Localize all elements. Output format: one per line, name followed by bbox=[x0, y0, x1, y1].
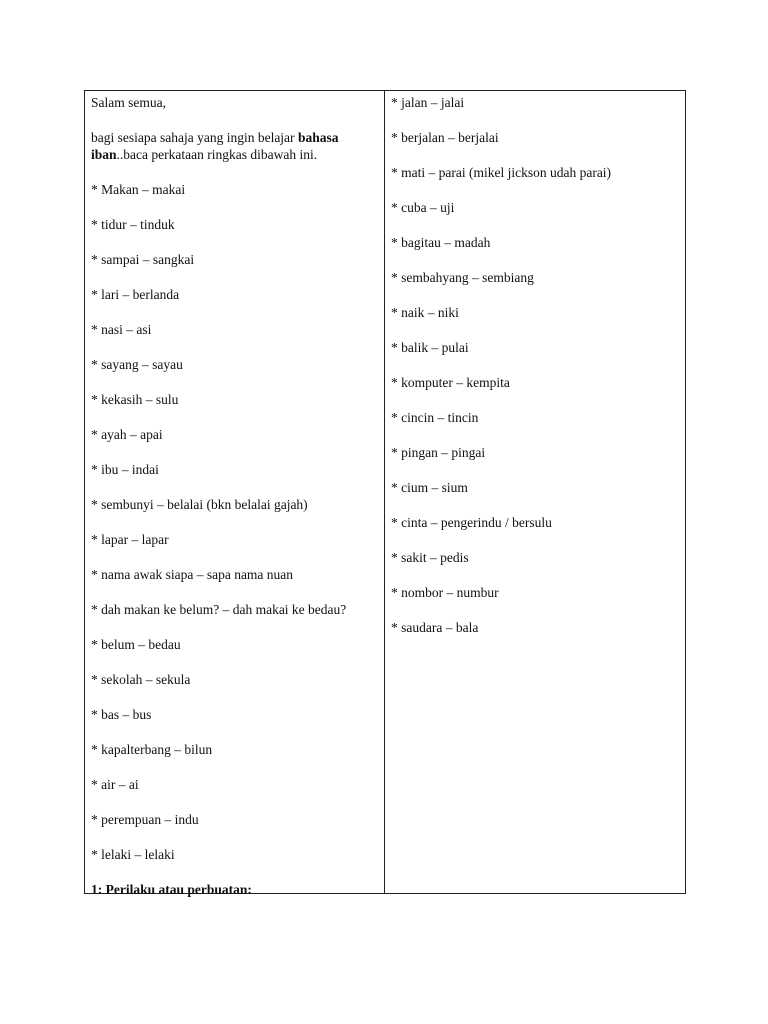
list-item: * bas – bus bbox=[91, 707, 152, 722]
list-item: * tidur – tinduk bbox=[91, 217, 175, 232]
list-item: * naik – niki bbox=[391, 305, 459, 320]
list-item: * ibu – indai bbox=[91, 462, 159, 477]
intro-text-end: ..baca perkataan ringkas dibawah ini. bbox=[116, 147, 318, 162]
list-item: * mati – parai (mikel jickson udah parai) bbox=[391, 165, 612, 180]
greeting: Salam semua, bbox=[91, 95, 166, 110]
list-item: * belum – bedau bbox=[91, 637, 181, 652]
list-item: * lelaki – lelaki bbox=[91, 847, 175, 862]
list-item: * sakit – pedis bbox=[391, 550, 469, 565]
list-item: * ayah – apai bbox=[91, 427, 163, 442]
vocabulary-table bbox=[84, 90, 686, 897]
list-item: * sayang – sayau bbox=[91, 357, 183, 372]
section-heading: 1: Perilaku atau perbuatan: bbox=[91, 882, 252, 897]
list-item: * sampai – sangkai bbox=[91, 252, 195, 267]
list-item: * komputer – kempita bbox=[391, 375, 510, 390]
list-item: * cinta – pengerindu / bersulu bbox=[391, 515, 552, 530]
list-item: * air – ai bbox=[91, 777, 139, 792]
intro-paragraph bbox=[91, 129, 378, 163]
list-item: * kekasih – sulu bbox=[91, 392, 179, 407]
list-item: * balik – pulai bbox=[391, 340, 469, 355]
list-item: * nombor – numbur bbox=[391, 585, 499, 600]
list-item: * bagitau – madah bbox=[391, 235, 491, 250]
list-item: * nama awak siapa – sapa nama nuan bbox=[91, 567, 294, 582]
list-item: * cium – sium bbox=[391, 480, 468, 495]
left-word-list bbox=[91, 181, 378, 863]
list-item: * kapalterbang – bilun bbox=[91, 742, 213, 757]
list-item: * nasi – asi bbox=[91, 322, 152, 337]
list-item: * pingan – pingai bbox=[391, 445, 486, 460]
list-item: * dah makan ke belum? – dah makai ke bedau? bbox=[91, 602, 347, 617]
list-item: * perempuan – indu bbox=[91, 812, 199, 827]
list-item: * cincin – tincin bbox=[391, 410, 479, 425]
intro-bold-text: bahasa iban bbox=[91, 130, 339, 162]
list-item: * cuba – uji bbox=[391, 200, 455, 215]
list-item: * jalan – jalai bbox=[391, 95, 465, 110]
list-item: * sekolah – sekula bbox=[91, 672, 191, 687]
right-column bbox=[385, 91, 685, 893]
list-item: * sembunyi – belalai (bkn belalai gajah) bbox=[91, 497, 308, 512]
list-item: * Makan – makai bbox=[91, 182, 186, 197]
left-column bbox=[85, 91, 385, 897]
list-item: * saudara – bala bbox=[391, 620, 479, 635]
list-item: * lari – berlanda bbox=[91, 287, 180, 302]
list-item: * berjalan – berjalai bbox=[391, 130, 499, 145]
intro-text: bagi sesiapa sahaja yang ingin belajar bbox=[91, 130, 298, 145]
list-item: * lapar – lapar bbox=[91, 532, 169, 547]
list-item: * sembahyang – sembiang bbox=[391, 270, 534, 285]
